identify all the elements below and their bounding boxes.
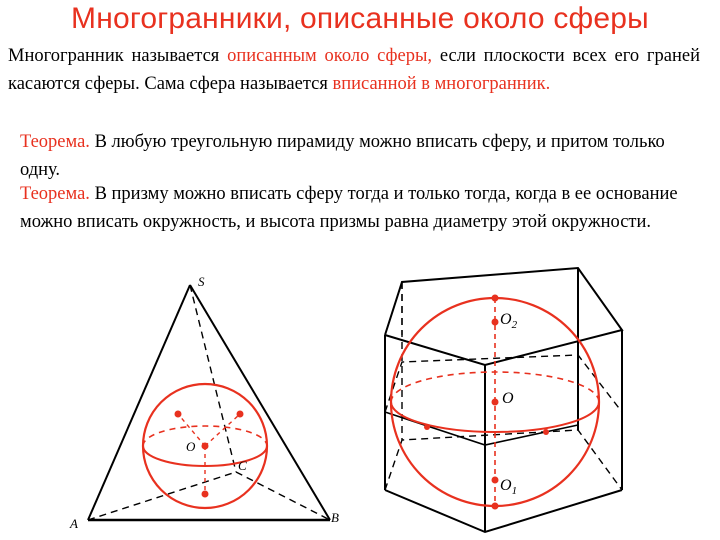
tangent-point-bottom [492, 503, 499, 510]
label-o: O [502, 390, 514, 407]
slide-title: Многогранники, описанные около сферы [71, 2, 649, 35]
theorem-text: В любую треугольную пирамиду можно вписать сферу, и притом только одну. [20, 132, 665, 180]
definition-text-2: если плоскости всех его граней касаются сферы. Сама сфера называется [8, 46, 700, 94]
label-b: B [331, 510, 339, 525]
theorem-text: В призму можно вписать сферу тогда и только тогда, когда в ее основание можно вписать окружность, и высота призмы равна диаметру этой окружности. [20, 184, 678, 232]
equator-point [424, 424, 430, 430]
tangent-point [202, 491, 209, 498]
label-o2: $O_2$ [500, 311, 518, 331]
label-s: S [198, 274, 205, 289]
edge-sa [88, 285, 190, 520]
bottom-visible-edges [385, 490, 622, 532]
prism-figure [385, 268, 622, 532]
edge-ac-hidden [88, 472, 236, 520]
definition-highlight-circumscribed: описанным около сферы, [227, 46, 433, 66]
definition-highlight-inscribed: вписанной в многогранник. [332, 74, 551, 94]
pyramid-figure [69, 274, 339, 531]
sphere-center-point [202, 443, 209, 450]
definition-text-1: Многогранник называется [8, 46, 228, 66]
sphere-center-point [492, 399, 499, 406]
theorem-label: Теорема. [20, 184, 90, 204]
label-a: A [70, 516, 78, 531]
equator-point [543, 429, 549, 435]
label-c: C [238, 458, 247, 473]
label-o: O [186, 439, 196, 454]
point-o1 [492, 477, 499, 484]
point-o2 [492, 319, 499, 326]
edge-sc-hidden [190, 285, 236, 472]
tangent-point-top [492, 295, 499, 302]
label-o1: $O_1$ [500, 477, 518, 497]
theorem-label: Теорема. [20, 132, 90, 152]
tangent-point [175, 411, 182, 418]
tangent-point [237, 411, 244, 418]
